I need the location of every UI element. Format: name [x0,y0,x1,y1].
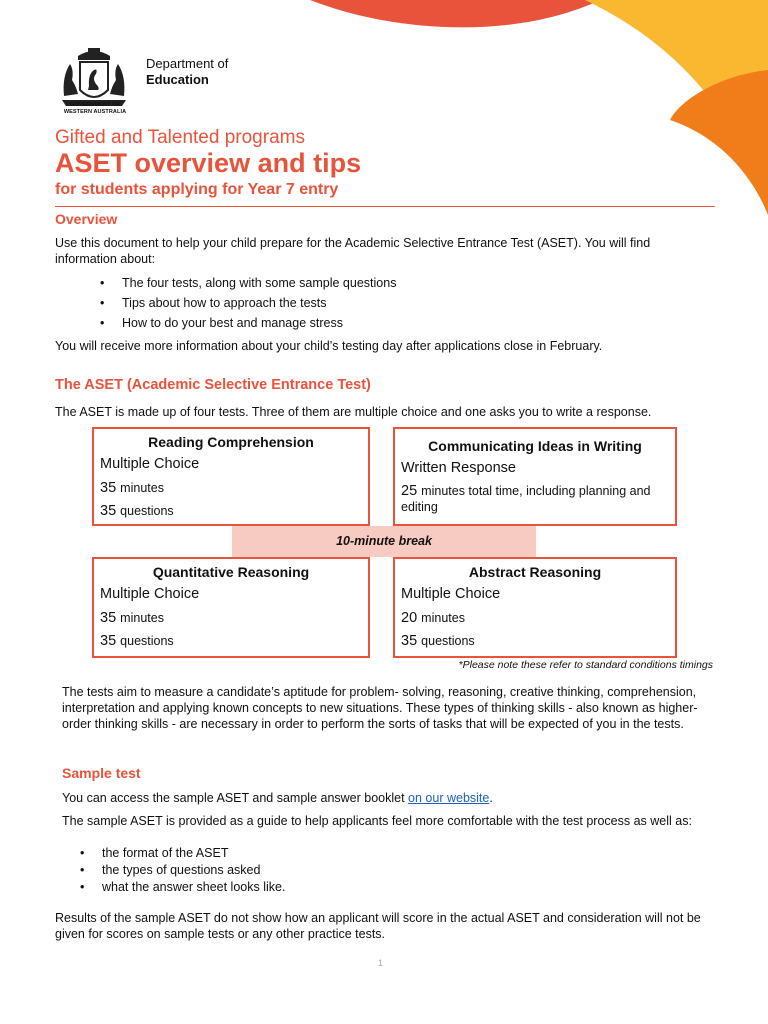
test-card-writing [393,427,677,526]
list-item: • Tips about how to approach the tests [100,295,660,311]
test-title: Abstract Reasoning [468,564,602,580]
sample-heading: Sample test [62,765,141,781]
minutes-value: 20 [401,610,418,626]
questions-value: 35 [100,503,117,519]
test-card-abstract [393,557,677,658]
minutes-value: 25 [401,483,418,499]
overview-closing: You will receive more information about your child’s testing day after applications close in February. [55,339,603,353]
questions-value: 35 [100,633,117,649]
questions-value: 35 [401,633,418,649]
break-banner [232,526,536,557]
questions-unit: questions [120,504,174,518]
list-item: • what the answer sheet looks like. [80,879,640,895]
page-title: ASET overview and tips [55,148,362,178]
dept-line-1: Department of [146,56,229,71]
test-card-quantitative [92,557,370,658]
minutes-unit: minutes total time, including planning and editing [401,484,651,514]
test-questions [100,633,174,649]
minutes-unit: minutes [421,611,465,625]
government-label [52,102,138,116]
list-item: • the format of the ASET [80,845,640,861]
questions-unit: questions [120,634,174,648]
sample-bullets [80,845,640,896]
minutes-unit: minutes [120,611,164,625]
aset-intro: The ASET is made up of four tests. Three of them are multiple choice and one asks you to write a response. [55,405,652,419]
department-name [146,56,228,88]
aset-aims: The tests aim to measure a candidate’s aptitude for problem- solving, reasoning, creative thinking, comprehension, interpretation and applying known concepts to new situations. These types of thinking skills - also known as higher-order thinking skills - are necessary in order to perform the sorts of tasks that will be expected of you in the tests. [62,685,698,731]
gov-line-1: GOVERNMENT OF [70,102,120,108]
gov-line-2: WESTERN AUSTRALIA [63,109,127,115]
list-item: • The four tests, along with some sample questions [100,275,660,291]
overview-bullets [100,275,660,335]
sample-results: Results of the sample ASET do not show how an applicant will score in the actual ASET and consideration will not be given for scores on sample tests or any other practice tests. [55,911,701,941]
test-format: Multiple Choice [100,586,200,602]
test-card-reading [92,427,370,526]
overview-intro: Use this document to help your child prepare for the Academic Selective Entrance Test (ASET). You will find information about: [55,236,651,266]
overview-heading: Overview [55,211,118,227]
test-minutes [100,480,164,496]
aset-heading: The ASET (Academic Selective Entrance Test) [55,377,371,393]
dept-line-2: Education [146,72,209,87]
minutes-value: 35 [100,610,117,626]
test-format: Written Response [401,460,516,476]
minutes-value: 35 [100,480,117,496]
sample-guide: The sample ASET is provided as a guide to help applicants feel more comfortable with the test process as well as: [62,814,692,828]
page-subtitle: for students applying for Year 7 entry [55,181,339,198]
minutes-unit: minutes [120,481,164,495]
test-format: Multiple Choice [100,456,200,472]
questions-unit: questions [421,634,475,648]
test-minutes [100,610,164,626]
program-title: Gifted and Talented programs [55,127,305,148]
list-item: • How to do your best and manage stress [100,315,660,331]
test-title: Communicating Ideas in Writing [428,438,642,454]
page-number: 1 [378,958,384,968]
test-format: Multiple Choice [401,586,501,602]
list-item: • the types of questions asked [80,862,640,878]
test-questions [401,633,475,649]
test-questions [100,503,174,519]
sample-access-text: You can access the sample ASET and sample answer booklet [62,791,409,805]
title-divider [55,206,715,207]
sample-access-end: . [489,791,493,805]
sample-access [62,790,712,806]
test-title: Quantitative Reasoning [152,564,310,580]
test-title: Reading Comprehension [148,434,314,450]
website-link[interactable]: on our website [408,791,490,805]
break-label: 10-minute break [336,534,432,548]
test-minutes [401,610,465,626]
test-minutes [401,483,663,515]
timing-note: *Please note these refer to standard conditions timings [458,659,713,671]
